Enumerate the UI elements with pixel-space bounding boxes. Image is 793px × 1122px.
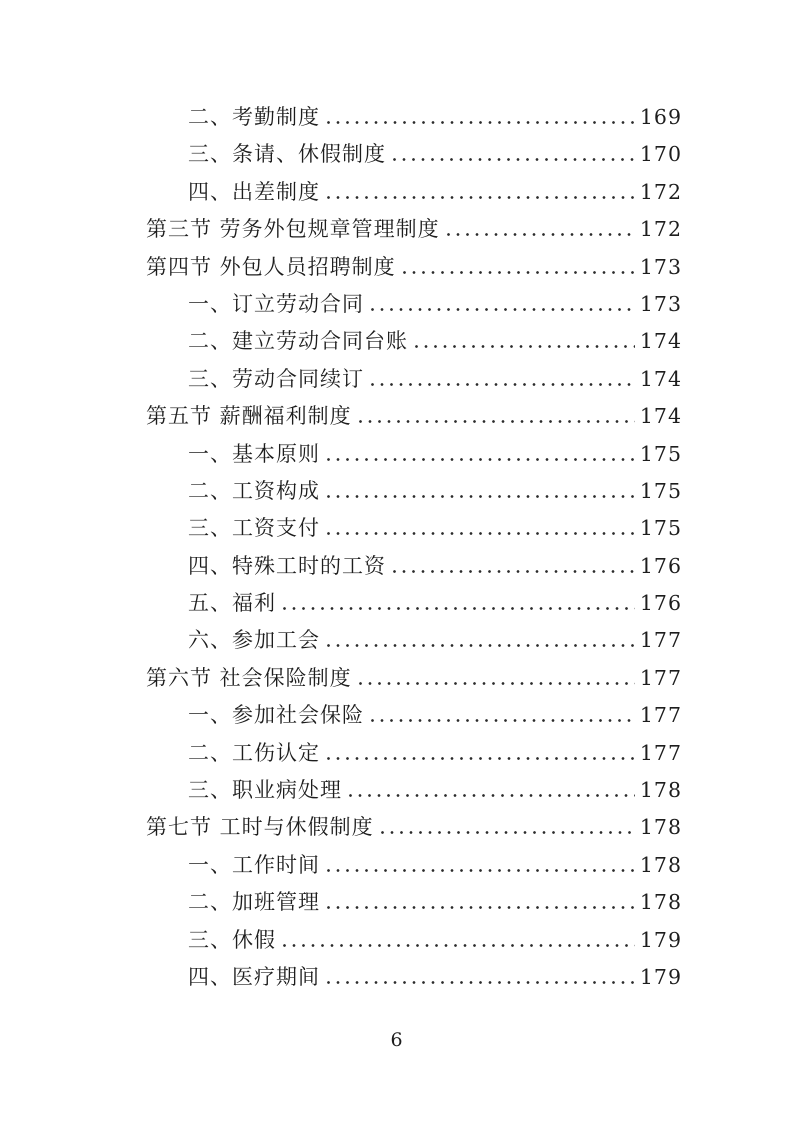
toc-entry-label: 三、职业病处理 [188,778,342,803]
toc-entry[interactable] [146,211,682,248]
toc-entry[interactable] [146,585,682,622]
toc-entry[interactable] [146,697,682,734]
dot-leader [371,719,635,722]
toc-entry-page: 170 [639,142,682,167]
toc-entry-page: 174 [639,329,682,354]
toc-entry[interactable] [146,809,682,846]
dot-leader [327,757,635,760]
dot-leader [415,345,635,348]
dot-leader [327,869,635,872]
dot-leader [381,831,635,834]
toc-entry[interactable] [146,361,682,398]
toc-entry-page: 172 [639,179,682,204]
toc-entry-page: 178 [639,890,682,915]
toc-entry-page: 176 [639,591,682,616]
toc-entry-label: 第七节 工时与休假制度 [146,815,374,840]
toc-entry-label: 三、休假 [188,927,276,952]
toc-entry-label: 第六节 社会保险制度 [146,665,352,690]
toc-entry[interactable] [146,398,682,435]
toc-entry-label: 二、工资构成 [188,478,320,503]
dot-leader [359,682,635,685]
toc-entry-label: 一、基本原则 [188,441,320,466]
toc-entry[interactable] [146,548,682,585]
toc-entry-page: 177 [639,703,682,728]
toc-entry-page: 172 [639,217,682,242]
toc-entry-label: 二、建立劳动合同台账 [188,329,408,354]
dot-leader [393,158,635,161]
dot-leader [371,308,635,311]
toc-entry[interactable] [146,323,682,360]
toc-entry-label: 四、出差制度 [188,179,320,204]
toc-entry-page: 178 [639,778,682,803]
toc-entry[interactable] [146,660,682,697]
toc-entry-label: 第四节 外包人员招聘制度 [146,254,396,279]
toc-entry-page: 175 [639,516,682,541]
toc-entry[interactable] [146,735,682,772]
toc-entry-page: 179 [639,964,682,989]
toc-entry[interactable] [146,174,682,211]
toc-entry[interactable] [146,847,682,884]
toc-entry[interactable] [146,136,682,173]
toc-entry[interactable] [146,922,682,959]
toc-entry-label: 六、参加工会 [188,628,320,653]
dot-leader [327,495,635,498]
toc-entry-page: 176 [639,553,682,578]
toc-entry-label: 三、劳动合同续订 [188,366,364,391]
dot-leader [359,420,635,423]
toc-entry-label: 一、订立劳动合同 [188,291,364,316]
dot-leader [283,944,635,947]
toc-entry-label: 二、工伤认定 [188,740,320,765]
toc-entry-label: 一、参加社会保险 [188,703,364,728]
dot-leader [327,906,635,909]
dot-leader [403,271,635,274]
toc-entry-label: 三、工资支付 [188,516,320,541]
toc-entry-label: 二、加班管理 [188,890,320,915]
toc-entry-page: 175 [639,478,682,503]
toc-entry-page: 178 [639,815,682,840]
dot-leader [349,794,635,797]
toc-entry-label: 四、医疗期间 [188,964,320,989]
toc-entry-page: 177 [639,628,682,653]
toc-entry[interactable] [146,622,682,659]
toc-entry-label: 四、特殊工时的工资 [188,553,386,578]
toc-entry[interactable] [146,772,682,809]
page-footer [0,1029,793,1051]
toc-entry[interactable] [146,473,682,510]
toc-entry-label: 二、考勤制度 [188,105,320,129]
toc-entry-page: 173 [639,254,682,279]
toc-entry[interactable] [146,884,682,921]
toc-entry[interactable] [146,959,682,996]
toc-entry[interactable] [146,249,682,286]
page-number: 6 [390,1029,403,1051]
toc-entry[interactable] [146,510,682,547]
dot-leader [327,532,635,535]
toc-entry-page: 173 [639,291,682,316]
toc-entry[interactable] [146,99,682,136]
toc-entry-label: 一、工作时间 [188,852,320,877]
toc-entry[interactable] [146,286,682,323]
dot-leader [327,644,635,647]
toc-entry-label: 五、福利 [188,591,276,616]
toc-entry-page: 178 [639,852,682,877]
dot-leader [371,383,635,386]
dot-leader [393,570,635,573]
toc-entry-label: 第三节 劳务外包规章管理制度 [146,217,440,242]
toc-entry-label: 第五节 薪酬福利制度 [146,404,352,429]
toc-entry-label: 三、条请、休假制度 [188,142,386,167]
toc-entry-page: 175 [639,441,682,466]
toc-entry-page: 177 [639,740,682,765]
dot-leader [447,233,635,236]
dot-leader [327,458,635,461]
toc-entry-page: 177 [639,665,682,690]
toc-entry-page: 174 [639,366,682,391]
dot-leader [283,607,635,610]
dot-leader [327,196,635,199]
toc-entry[interactable] [146,436,682,473]
toc-entry-page: 174 [639,404,682,429]
toc-entry-page: 179 [639,927,682,952]
toc-entry-page: 169 [639,105,682,129]
dot-leader [327,981,635,984]
dot-leader [327,121,635,124]
toc-list [146,99,682,996]
